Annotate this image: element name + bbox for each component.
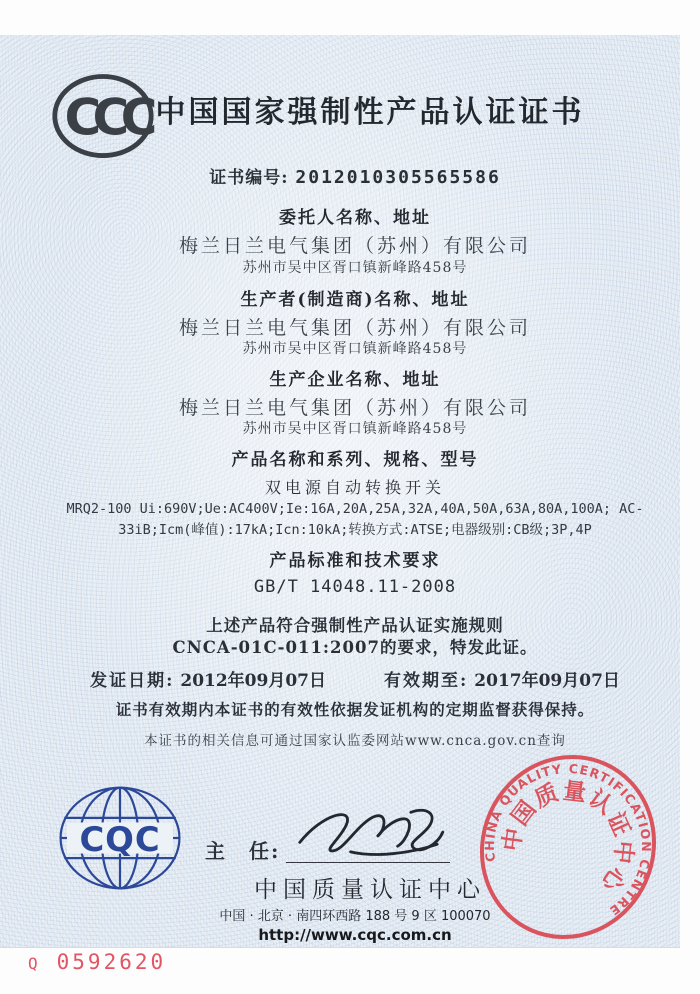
certificate-number-line <box>30 163 680 188</box>
stamp-border <box>468 747 668 947</box>
validity-note: 证书有效期内本证书的有效性依据发证机构的定期监督获得保持。 <box>115 700 595 719</box>
product-name: 双电源自动转换开关 <box>264 478 445 497</box>
dates-row <box>30 666 680 691</box>
applicant-name: 梅兰日兰电气集团（苏州）有限公司 <box>178 235 531 257</box>
product-heading: 产品名称和系列、规格、型号 <box>231 450 479 470</box>
issuer-website: http://www.cqc.com.cn <box>258 926 452 944</box>
issuer-address: 中国 · 北京 · 南四环西路 188 号 9 区 100070 <box>219 909 491 924</box>
issue-date-label: 发证日期: <box>90 671 175 691</box>
signature-line <box>286 862 450 863</box>
factory-heading: 生产企业名称、地址 <box>269 370 441 390</box>
applicant-address: 苏州市吴中区胥口镇新峰路458号 <box>242 260 468 276</box>
stamp-text-cn: 中国质量认证中心 <box>499 778 637 896</box>
expiry-date-value: 2017年09月07日 <box>474 671 620 691</box>
compliance-line2: CNCA-01C-011:2007的要求，特发此证。 <box>172 638 538 657</box>
serial-value: 0592620 <box>56 950 167 974</box>
manufacturer-heading: 生产者(制造商)名称、地址 <box>240 290 470 310</box>
standard-heading: 产品标准和技术要求 <box>269 551 441 571</box>
factory-name: 梅兰日兰电气集团（苏州）有限公司 <box>178 397 531 419</box>
product-spec-line2: 33iB;Icm(峰值):17kA;Icn:10kA;转换方式:ATSE;电器级别:CB级;3P,4P <box>118 522 592 538</box>
certificate-number-value: 2012010305565586 <box>295 167 501 188</box>
svg-text:CHINA QUALITY CERTIFICATION <box>470 747 668 927</box>
issue-date-value: 2012年09月07日 <box>180 671 326 691</box>
certificate-number-label: 证书编号: <box>209 168 289 188</box>
serial-number <box>28 950 166 974</box>
expiry-date-label: 有效期至: <box>384 671 469 691</box>
info-note: 本证书的相关信息可通过国家认监委网站www.cnca.gov.cn查询 <box>144 733 566 749</box>
stamp-text-en: CHINA QUALITY CERTIFICATION CENTRE <box>481 760 654 919</box>
certificate-title: 中国国家强制性产品认证证书 <box>155 95 585 130</box>
standard-value: GB/T 14048.11-2008 <box>253 577 457 597</box>
applicant-heading: 委托人名称、地址 <box>279 208 431 228</box>
director-label: 主 任: <box>205 839 281 863</box>
issuer-org-name: 中国质量认证中心 <box>254 877 486 903</box>
expiry-date <box>384 666 620 691</box>
director-signature <box>296 803 456 863</box>
manufacturer-address: 苏州市吴中区胥口镇新峰路458号 <box>242 341 468 357</box>
serial-prefix: Q <box>28 954 41 973</box>
compliance-line1: 上述产品符合强制性产品认证实施规则 <box>206 616 504 635</box>
product-spec-line1: MRQ2-100 Ui:690V;Ue:AC400V;Ie:16A,20A,25A,32A,40A,50A,63A,80A,100A; AC- <box>66 501 644 517</box>
certificate-body <box>0 35 680 948</box>
issue-date <box>90 666 326 691</box>
cqc-logo-letters: CQC <box>79 819 161 859</box>
factory-address: 苏州市吴中区胥口镇新峰路458号 <box>242 421 468 437</box>
ccc-logo-letters: CCC <box>64 87 149 147</box>
manufacturer-name: 梅兰日兰电气集团（苏州）有限公司 <box>178 317 531 339</box>
certification-stamp <box>468 747 668 947</box>
